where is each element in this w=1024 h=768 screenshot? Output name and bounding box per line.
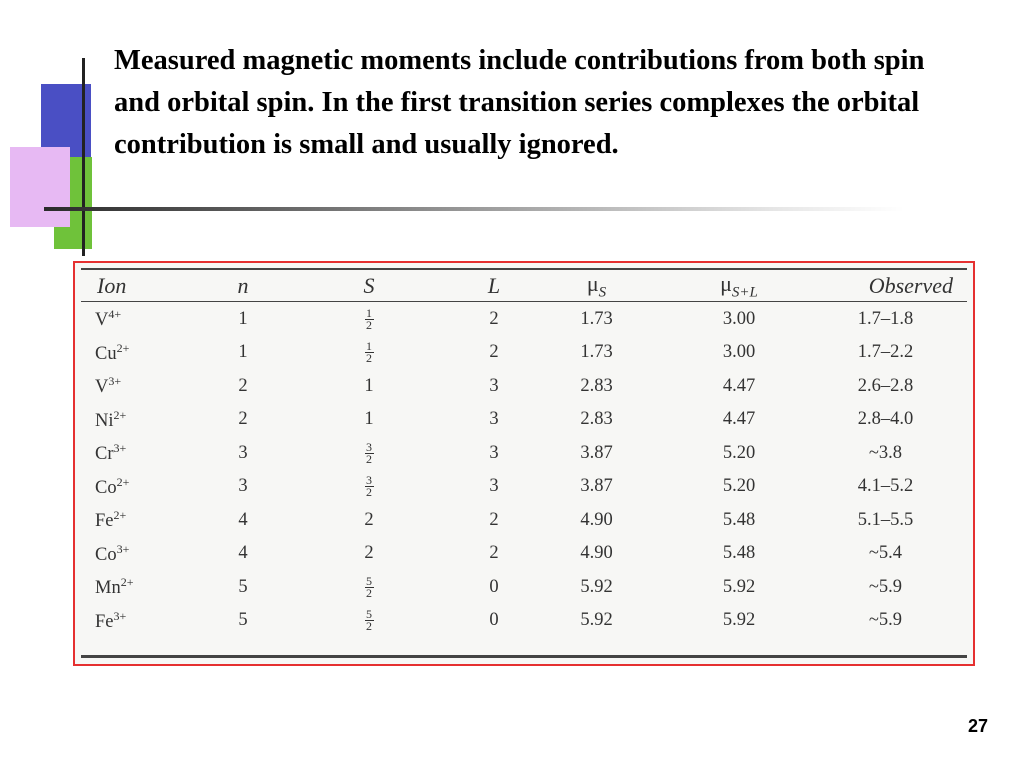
l-cell: 2 xyxy=(489,342,499,363)
ion-cell xyxy=(81,604,217,638)
mu-s-plus-l-cell: 5.48 xyxy=(722,509,756,530)
ion-symbol: V xyxy=(95,310,109,331)
mu-s-plus-l-cell: 4.47 xyxy=(722,375,756,396)
ion-charge: 3+ xyxy=(113,608,127,623)
ion-charge: 3+ xyxy=(116,541,130,556)
ion-symbol: Fe xyxy=(95,511,114,532)
header-mu-s-subscript: S xyxy=(598,284,607,301)
table-row xyxy=(81,403,967,437)
n-cell: 5 xyxy=(238,610,248,631)
n-cell: 5 xyxy=(238,576,248,597)
table-header-row xyxy=(81,271,967,302)
s-denominator: 2 xyxy=(366,351,372,366)
mu-s-cell: 3.87 xyxy=(580,476,613,497)
n-cell: 3 xyxy=(238,476,248,497)
mu-s-plus-l-cell: 4.47 xyxy=(722,409,756,430)
s-cell: 1 xyxy=(364,375,374,396)
ion-cell xyxy=(81,570,217,604)
header-mu-s xyxy=(519,271,674,302)
header-l: L xyxy=(469,271,519,302)
table-row xyxy=(81,503,967,537)
n-cell: 2 xyxy=(238,409,248,430)
ion-cell xyxy=(81,369,217,403)
n-cell: 3 xyxy=(238,442,248,463)
decorative-horizontal-rule xyxy=(44,207,904,211)
header-mu-sl-symbol: μ xyxy=(720,271,732,296)
mu-s-cell: 2.83 xyxy=(580,409,613,430)
ion-charge: 3+ xyxy=(113,441,127,456)
observed-cell: 1.7–1.8 xyxy=(857,308,914,329)
observed-cell: 1.7–2.2 xyxy=(857,342,914,363)
l-cell: 3 xyxy=(489,476,499,497)
mu-s-cell: 1.73 xyxy=(580,308,613,329)
header-n: n xyxy=(217,271,269,302)
ion-symbol: Ni xyxy=(95,410,114,431)
s-cell xyxy=(269,302,469,336)
ion-charge: 2+ xyxy=(116,340,130,355)
observed-cell: ~3.8 xyxy=(868,442,903,463)
mu-s-plus-l-cell: 3.00 xyxy=(722,308,756,329)
ion-symbol: Co xyxy=(95,544,117,565)
mu-s-cell: 4.90 xyxy=(580,509,613,530)
l-cell: 3 xyxy=(489,409,499,430)
mu-s-plus-l-cell: 5.20 xyxy=(722,476,756,497)
s-cell xyxy=(269,470,469,504)
ion-cell xyxy=(81,436,217,470)
s-numerator: 1 xyxy=(366,305,372,320)
s-denominator: 2 xyxy=(366,585,372,600)
l-cell: 0 xyxy=(489,576,499,597)
s-numerator: 1 xyxy=(366,339,372,354)
header-s: S xyxy=(269,271,469,302)
mu-s-plus-l-cell: 5.20 xyxy=(722,442,756,463)
ion-charge: 3+ xyxy=(108,374,122,389)
s-denominator: 2 xyxy=(366,485,372,500)
l-cell: 2 xyxy=(489,509,499,530)
mu-s-plus-l-cell: 5.48 xyxy=(722,543,756,564)
header-observed: Observed xyxy=(804,271,967,302)
s-numerator: 5 xyxy=(366,573,372,588)
header-mu-s-plus-l xyxy=(674,271,804,302)
ion-symbol: Co xyxy=(95,477,117,498)
s-fraction xyxy=(365,439,374,466)
s-denominator: 2 xyxy=(366,451,372,466)
table-row xyxy=(81,369,967,403)
s-numerator: 5 xyxy=(366,607,372,622)
table-row xyxy=(81,570,967,604)
ion-charge: 2+ xyxy=(120,575,134,590)
table-top-rule xyxy=(81,268,967,270)
header-mu-sl-subscript: S+L xyxy=(731,284,758,301)
page-number: 27 xyxy=(968,716,989,736)
mu-s-plus-l-cell: 5.92 xyxy=(722,576,756,597)
ion-cell xyxy=(81,302,217,336)
table-row xyxy=(81,604,967,638)
s-cell xyxy=(269,436,469,470)
mu-s-cell: 1.73 xyxy=(580,342,613,363)
s-cell xyxy=(269,570,469,604)
s-fraction xyxy=(365,609,374,632)
ion-cell xyxy=(81,537,217,571)
ion-cell xyxy=(81,470,217,504)
ion-symbol: V xyxy=(95,377,109,398)
l-cell: 2 xyxy=(489,308,499,329)
table-frame xyxy=(73,261,975,666)
ion-symbol: Cu xyxy=(95,343,117,364)
s-cell: 1 xyxy=(364,409,374,430)
observed-cell: ~5.9 xyxy=(868,610,903,631)
n-cell: 2 xyxy=(238,375,248,396)
observed-cell: 2.8–4.0 xyxy=(857,409,914,430)
ion-cell xyxy=(81,503,217,537)
header-ion: Ion xyxy=(81,271,217,302)
observed-cell: 2.6–2.8 xyxy=(857,375,914,396)
mu-s-plus-l-cell: 5.92 xyxy=(722,610,756,631)
ion-charge: 2+ xyxy=(113,407,127,422)
header-mu-s-symbol: μ xyxy=(586,271,599,296)
ion-symbol: Cr xyxy=(95,444,114,465)
table-row xyxy=(81,436,967,470)
ion-charge: 2+ xyxy=(113,508,127,523)
observed-cell: ~5.9 xyxy=(868,576,903,597)
s-cell: 2 xyxy=(364,509,374,530)
slide-title: Measured magnetic moments include contributions from both spin and orbital spin. In the first transition series complexes the orbital contribution is small and usually ignored. xyxy=(114,45,925,160)
s-fraction xyxy=(365,341,374,364)
s-numerator: 3 xyxy=(366,473,372,488)
s-cell xyxy=(269,604,469,638)
s-denominator: 2 xyxy=(366,317,372,332)
n-cell: 1 xyxy=(238,308,248,329)
s-cell: 2 xyxy=(364,543,374,564)
l-cell: 3 xyxy=(489,442,499,463)
mu-s-cell: 5.92 xyxy=(580,610,613,631)
n-cell: 1 xyxy=(238,342,248,363)
ion-charge: 2+ xyxy=(116,474,130,489)
s-fraction xyxy=(365,475,374,498)
s-cell xyxy=(269,336,469,370)
mu-s-cell: 5.92 xyxy=(580,576,613,597)
table-body xyxy=(81,302,967,638)
s-fraction xyxy=(365,305,374,332)
mu-s-cell: 4.90 xyxy=(580,543,613,564)
table-row xyxy=(81,470,967,504)
n-cell: 4 xyxy=(238,543,248,564)
observed-cell: 4.1–5.2 xyxy=(857,476,914,497)
ion-cell xyxy=(81,403,217,437)
n-cell: 4 xyxy=(238,509,248,530)
table-bottom-rule xyxy=(81,655,967,658)
mu-s-cell: 3.87 xyxy=(580,442,613,463)
observed-cell: ~5.4 xyxy=(868,543,903,564)
mu-s-plus-l-cell: 3.00 xyxy=(722,342,756,363)
ion-charge: 4+ xyxy=(108,307,122,322)
l-cell: 2 xyxy=(489,543,499,564)
ion-symbol: Fe xyxy=(95,611,114,632)
table-row xyxy=(81,537,967,571)
s-denominator: 2 xyxy=(366,619,372,634)
l-cell: 3 xyxy=(489,375,499,396)
s-fraction xyxy=(365,573,374,600)
observed-cell: 5.1–5.5 xyxy=(857,509,914,530)
magnetic-moment-table xyxy=(81,271,967,637)
ion-symbol: Mn xyxy=(95,578,121,599)
s-numerator: 3 xyxy=(366,439,372,454)
ion-cell xyxy=(81,336,217,370)
decorative-vertical-rule xyxy=(82,58,85,256)
decorative-lilac-square xyxy=(10,147,70,227)
l-cell: 0 xyxy=(489,610,499,631)
mu-s-cell: 2.83 xyxy=(580,375,613,396)
table-row xyxy=(81,336,967,370)
table-row xyxy=(81,302,967,336)
